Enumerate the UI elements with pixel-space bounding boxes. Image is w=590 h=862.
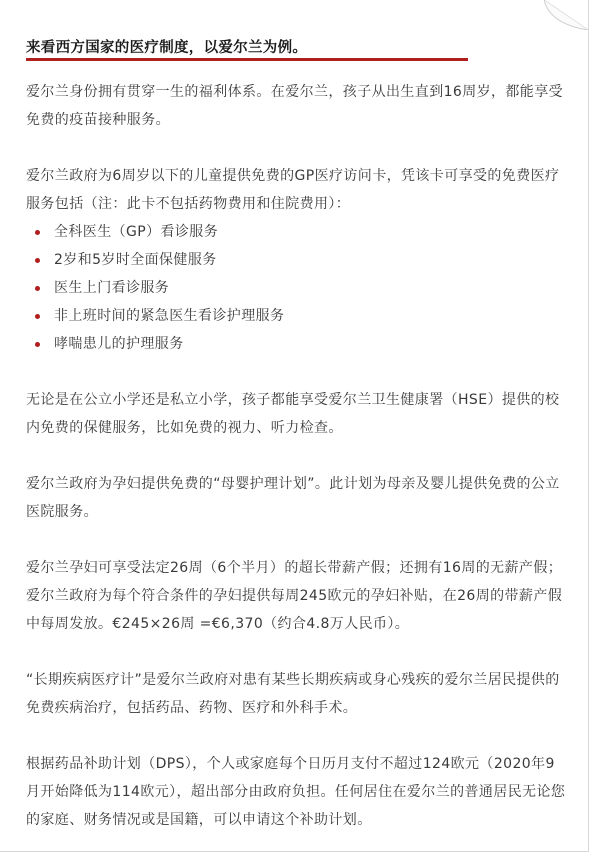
page-fold-icon — [544, 0, 588, 30]
bullet-dot-icon — [35, 314, 40, 319]
list-item-text: 2岁和5岁时全面保健服务 — [54, 252, 217, 268]
list-item-text: 全科医生（GP）看诊服务 — [54, 224, 219, 240]
paragraph-school-health: 无论是在公立小学还是私立小学，孩子都能享受爱尔兰卫生健康署（HSE）提供的校内免费的保健服务，比如免费的视力、听力检查。 — [26, 392, 560, 436]
bullet-dot-icon — [35, 230, 40, 235]
list-item — [26, 330, 566, 358]
paragraph-maternity-care: 爱尔兰政府为孕妇提供免费的“母婴护理计划”。此计划为母亲及婴儿提供免费的公立医院服务。 — [26, 476, 560, 520]
heading-underline — [26, 58, 468, 61]
paragraph-drug-payment: 根据药品补助计划（DPS），个人或家庭每个日历月支付不超过124欧元（2020年9月开始降低为114欧元），超出部分由政府负担。任何居住在爱尔兰的普通居民无论您的家庭、财务情况或是国籍，可以申请这个补助计划。 — [26, 756, 566, 828]
paragraph-long-term-illness: “长期疾病医疗计”是爱尔兰政府对患有某些长期疾病或身心残疾的爱尔兰居民提供的免费疾病治疗，包括药品、药物、医疗和外科手术。 — [26, 672, 560, 716]
list-item-text: 医生上门看诊服务 — [54, 280, 170, 296]
bullet-dot-icon — [35, 342, 40, 347]
list-item-text: 非上班时间的紧急医生看诊护理服务 — [54, 308, 285, 324]
list-item — [26, 218, 566, 246]
article-body — [26, 78, 566, 862]
list-item — [26, 274, 566, 302]
list-item-text: 哮喘患儿的护理服务 — [54, 336, 184, 352]
paragraph-maternity-leave: 爱尔兰孕妇可享受法定26周（6个半月）的超长带薪产假；还拥有16周的无薪产假；爱尔兰政府为每个符合条件的孕妇提供每周245欧元的孕妇补贴，在26周的带薪产假中每周发放。€245×26周 =€6,370（约合4.8万人民币）。 — [26, 560, 563, 632]
list-item — [26, 246, 566, 274]
bullet-dot-icon — [35, 258, 40, 263]
paragraph-vaccination: 爱尔兰身份拥有贯穿一生的福利体系。在爱尔兰，孩子从出生直到16周岁，都能享受免费的疫苗接种服务。 — [26, 84, 564, 128]
paragraph-gp-card: 爱尔兰政府为6周岁以下的儿童提供免费的GP医疗访问卡，凭该卡可享受的免费医疗服务包括（注：此卡不包括药物费用和住院费用）： — [26, 168, 560, 212]
bullet-dot-icon — [35, 286, 40, 291]
gp-services-list — [26, 218, 566, 358]
article-heading: 来看西方国家的医疗制度，以爱尔兰为例。 — [26, 40, 308, 56]
list-item — [26, 302, 566, 330]
